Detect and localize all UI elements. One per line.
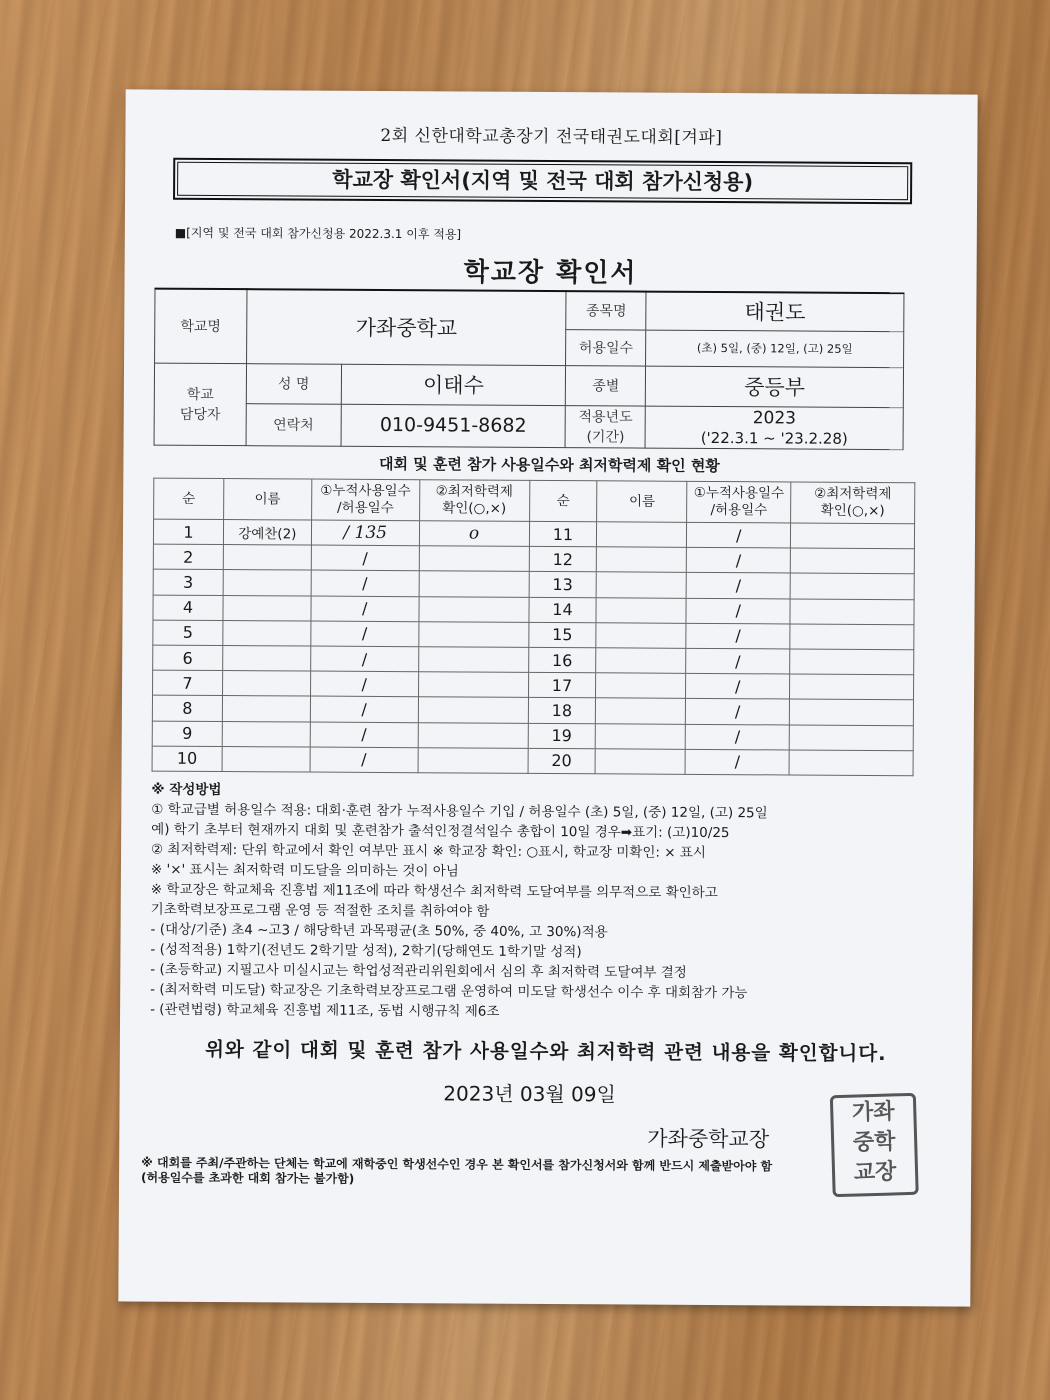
row-no: 2 (153, 544, 223, 570)
row-no: 14 (528, 597, 596, 623)
notice-tag: ■[지역 및 전국 대회 참가신청용 2022.3.1 이후 적용] (174, 225, 462, 242)
row-no: 13 (529, 572, 597, 598)
row-name (222, 671, 310, 697)
row-name (222, 746, 310, 772)
row-check (790, 674, 914, 700)
row-check (790, 573, 914, 599)
event-title: 2회 신한대학교총장기 전국태권도대회[겨파] (380, 125, 723, 149)
sport-label: 종목명 (566, 291, 646, 329)
row-days: / (310, 747, 418, 773)
row-no: 12 (529, 547, 597, 573)
row-check (790, 548, 914, 574)
info-table (154, 288, 905, 450)
header-days: ①누적사용일수 /허용일수 (687, 481, 791, 523)
row-days: / (310, 646, 418, 672)
row-check: o (419, 521, 529, 547)
row-days: / (686, 699, 790, 725)
header-no: 순 (154, 478, 224, 519)
school-label: 학교명 (155, 289, 247, 364)
row-check (418, 647, 528, 673)
official-seal: 가좌 중학 교장 (830, 1093, 919, 1197)
apply-year-label-line2: (기간) (586, 429, 625, 446)
row-no: 6 (153, 645, 223, 671)
table-row (152, 746, 913, 776)
row-no: 19 (528, 723, 596, 749)
school-value: 가좌중학교 (246, 289, 566, 365)
row-check (418, 747, 528, 773)
document-title: 학교장 확인서(지역 및 전국 대회 참가신청용) (173, 158, 912, 205)
allowed-days-label: 허용일수 (566, 329, 646, 365)
name-label: 성 명 (246, 363, 341, 404)
instruction-line: - (관련법령) 학교체육 진흥법 제11조, 동법 시행규칙 제6조 (150, 1001, 500, 1020)
instruction-line: - (대상/기준) 초4 ~고3 / 해당학년 과목평균(초 50%, 중 40%, 고 30%)적용 (150, 921, 608, 941)
row-days: / (311, 596, 419, 622)
instruction-line: 기초학력보장프로그램 운영 등 적절한 조치를 취하여야 함 (150, 901, 490, 920)
category-value: 중등부 (646, 366, 904, 408)
instruction-line: 예) 학기 초부터 현재까지 대회 및 훈련참가 출석인정결석일수 총합이 10일 경우➡표기: (고)10/25 (151, 821, 730, 842)
row-name (223, 545, 311, 571)
row-check (789, 750, 913, 776)
row-days: / (686, 673, 790, 699)
row-name (595, 748, 685, 774)
row-check (790, 599, 914, 625)
header-name: 이름 (597, 481, 687, 523)
header-check: ②최저학력제 확인(○,×) (419, 480, 529, 522)
row-name (222, 721, 310, 747)
row-no: 8 (152, 695, 222, 721)
row-no: 16 (528, 647, 596, 673)
instruction-line: ※ 작성방법 (151, 781, 222, 799)
row-no: 17 (528, 673, 596, 699)
row-no: 1 (153, 519, 223, 545)
category-label: 종별 (566, 365, 646, 405)
row-days: / (687, 522, 791, 548)
row-name (596, 648, 686, 674)
confirmation-document (118, 89, 977, 1306)
instruction-line: ※ 학교장은 학교체육 진흥법 제11조에 따라 학생선수 최저학력 도달여부를 의무적으로 확인하고 (150, 881, 718, 902)
row-name (596, 597, 686, 623)
row-check (418, 722, 528, 748)
row-check (419, 571, 529, 597)
row-no: 15 (528, 622, 596, 648)
row-name (597, 522, 687, 548)
row-days: / (685, 749, 789, 775)
footnote-line: (허용일수를 초과한 대회 참가는 불가함) (141, 1170, 355, 1186)
principal-name: 가좌중학교장 (647, 1126, 770, 1152)
row-no: 10 (152, 746, 222, 772)
sport-value: 태권도 (646, 292, 904, 332)
header-days: ①누적사용일수 /허용일수 (311, 479, 419, 521)
usage-title: 대회 및 훈련 참가 사용일수와 최저학력제 확인 현황 (378, 454, 720, 476)
row-no: 5 (153, 620, 223, 646)
instruction-line: - (초등학교) 지필고사 미실시교는 학업성적관리위원회에서 심의 후 최저학력 도달여부 결정 (150, 961, 687, 981)
contact-label: 연락처 (246, 403, 341, 446)
row-check (790, 649, 914, 675)
row-name (223, 595, 311, 621)
sub-title: 학교장 확인서 (463, 257, 638, 289)
row-days: / (310, 671, 418, 697)
row-check (789, 699, 913, 725)
row-name (597, 547, 687, 573)
instructions (150, 780, 931, 1025)
row-days: / (686, 598, 790, 624)
manager-label-line2: 담당자 (179, 406, 221, 423)
row-check (418, 672, 528, 698)
footnote-line: ※ 대회를 주최/주관하는 단체는 학교에 재학중인 학생선수인 경우 본 확인서를 참가신청서와 함께 반드시 제출받아야 함 (141, 1155, 773, 1174)
row-days: / (311, 570, 419, 596)
row-name (596, 723, 686, 749)
row-check (791, 523, 915, 549)
apply-year-cell (645, 406, 903, 450)
row-name (597, 572, 687, 598)
instruction-line: ① 학교급별 허용일수 적용: 대회·훈련 참가 누적사용일수 기입 / 허용일수 (초) 5일, (중) 12일, (고) 25일 (151, 801, 768, 822)
row-days: / (310, 696, 418, 722)
manager-label-line1: 학교 (186, 386, 214, 403)
row-check (790, 624, 914, 650)
instruction-line: ※ '×' 표시는 최저학력 미도달을 의미하는 것이 아님 (150, 861, 459, 880)
row-check (418, 621, 528, 647)
row-days: / 135 (311, 520, 419, 546)
row-days: / (685, 724, 789, 750)
instruction-line: - (성적적용) 1학기(전년도 2학기말 성적), 2학기(당해연도 1학기말 성적) (150, 941, 582, 961)
row-days: / (686, 573, 790, 599)
row-name: 강예찬(2) (223, 520, 311, 546)
footnote (141, 1156, 772, 1190)
row-name (596, 623, 686, 649)
row-no: 20 (528, 748, 596, 774)
row-name (223, 620, 311, 646)
row-days: / (310, 722, 418, 748)
instruction-line: ② 최저학력제: 단위 학교에서 확인 여부만 표시 ※ 학교장 확인: ○표시, 학교장 미확인: × 표시 (151, 841, 706, 861)
header-name: 이름 (223, 479, 311, 521)
row-check (419, 546, 529, 572)
row-name (223, 645, 311, 671)
confirmation-statement: 위와 같이 대회 및 훈련 참가 사용일수와 최저학력 관련 내용을 확인합니다. (205, 1037, 887, 1066)
contact-value: 010-9451-8682 (341, 404, 566, 447)
row-no: 18 (528, 698, 596, 724)
apply-year-value: 2023 (752, 407, 797, 429)
allowed-days-value: (초) 5일, (중) 12일, (고) 25일 (646, 330, 904, 368)
name-value: 이태수 (341, 364, 566, 405)
row-check (418, 697, 528, 723)
row-check (789, 724, 913, 750)
row-no: 7 (153, 670, 223, 696)
usage-table (152, 478, 916, 777)
row-no: 3 (153, 569, 223, 595)
row-days: / (686, 648, 790, 674)
row-no: 11 (529, 521, 597, 547)
row-days: / (311, 621, 419, 647)
usage-table-header (154, 478, 915, 524)
row-name (596, 698, 686, 724)
row-check (419, 596, 529, 622)
apply-year-label (565, 405, 645, 447)
header-check: ②최저학력제 확인(○,×) (791, 482, 915, 524)
instruction-line: - (최저학력 미도달) 학교장은 기초학력보장프로그램 운영하여 미도달 학생선수 이수 후 대회참가 가능 (150, 981, 748, 1002)
row-no: 9 (152, 721, 222, 747)
manager-label (154, 363, 246, 446)
apply-year-label-line1: 적용년도 (578, 409, 633, 426)
apply-period-value: ('22.3.1 ~ '23.2.28) (700, 428, 848, 448)
row-days: / (686, 623, 790, 649)
row-days: / (687, 548, 791, 574)
row-name (596, 673, 686, 699)
row-days: / (311, 545, 419, 571)
issue-date: 2023년 03월 09일 (443, 1081, 616, 1107)
header-no: 순 (529, 480, 597, 521)
row-no: 4 (153, 595, 223, 621)
row-name (223, 570, 311, 596)
row-name (222, 696, 310, 722)
